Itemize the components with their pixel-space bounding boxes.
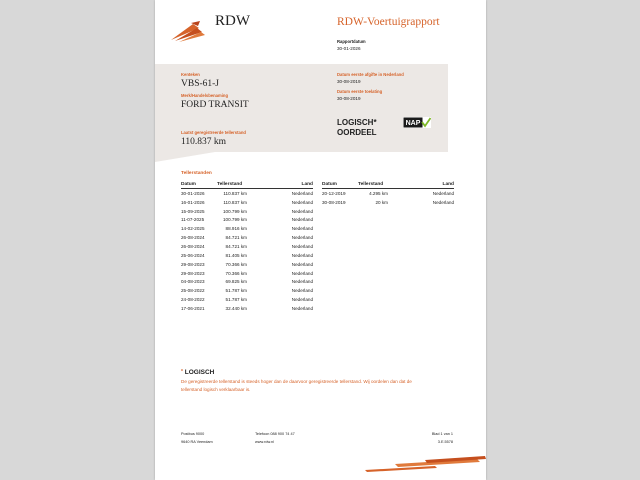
table-row <box>181 251 313 260</box>
panel-tip <box>155 152 215 162</box>
cell-datum: 14-02-2025 <box>181 226 205 232</box>
footer-stripes-icon <box>365 456 486 472</box>
cell-tellerstand: 100.799 km <box>222 208 247 214</box>
first-admission-label: Datum eerste toelating <box>337 89 383 94</box>
cell-datum: 11-07-2025 <box>181 217 205 223</box>
footer-contact <box>255 430 295 446</box>
cell-datum: 30-01-2026 <box>181 190 205 196</box>
footer-page <box>409 430 453 446</box>
report-date-label: Rapportdatum <box>337 39 366 44</box>
cell-tellerstand: 110.837 km <box>223 199 247 205</box>
verdict-explanation <box>181 369 441 394</box>
cell-land: Nederland <box>291 279 313 285</box>
table-row <box>181 216 313 225</box>
cell-tellerstand: 84.721 km <box>225 243 247 249</box>
explanation-heading: * LOGISCH <box>181 369 215 376</box>
col-datum: Datum <box>322 182 337 187</box>
footer-phone: Telefoon 088 900 74 47 <box>255 432 295 436</box>
stand-value: 110.837 km <box>181 137 227 147</box>
odometer-title: Tellerstanden <box>181 171 212 176</box>
cell-land: Nederland <box>291 270 313 276</box>
verdict-line2: OORDEEL <box>337 128 377 137</box>
merk-value: FORD TRANSIT <box>181 100 249 110</box>
cell-tellerstand: 32.440 km <box>225 305 247 311</box>
table-row <box>322 198 454 207</box>
cell-land: Nederland <box>291 199 313 205</box>
cell-tellerstand: 4.295 km <box>369 190 388 196</box>
footer-postbus: Postbus 9000 <box>181 432 205 436</box>
explanation-text: De geregistreerde tellerstand is steeds hoger dan de daarvoor geregistreerde tellerstand. Wij oordelen dan dat de tellerstand logisch verklaarbaar is. <box>181 379 412 392</box>
verdict-block <box>337 118 377 138</box>
cell-land: Nederland <box>291 217 313 223</box>
cell-land: Nederland <box>291 243 313 249</box>
cell-land: Nederland <box>291 190 313 196</box>
table-row <box>181 286 313 295</box>
cell-datum: 16-01-2026 <box>181 199 205 205</box>
cell-land: Nederland <box>432 199 454 205</box>
odometer-section <box>181 171 454 311</box>
cell-datum: 26-08-2024 <box>181 243 205 249</box>
registration-dates-block <box>337 72 404 101</box>
footer-city: 9640 RA Veendam <box>181 440 213 444</box>
report-date-block <box>337 38 366 52</box>
stand-label: Laatst geregistreerde tellerstand <box>181 130 246 135</box>
cell-tellerstand: 70.366 km <box>225 261 247 267</box>
cell-land: Nederland <box>291 235 313 241</box>
merk-label: Merk/Handelsbenaming <box>181 93 229 98</box>
cell-datum: 29-08-2023 <box>181 270 205 276</box>
cell-land: Nederland <box>291 252 313 258</box>
brand-name: RDW <box>215 13 250 29</box>
col-land: Land <box>301 182 313 187</box>
table-row <box>181 224 313 233</box>
col-land: Land <box>442 182 454 187</box>
cell-land: Nederland <box>432 190 454 196</box>
vehicle-summary-panel <box>155 64 448 152</box>
document-title: RDW-Voertuigrapport <box>337 16 440 28</box>
cell-land: Nederland <box>291 288 313 294</box>
first-nl-value: 30-08-2019 <box>337 79 361 84</box>
cell-datum: 17-06-2021 <box>181 305 205 311</box>
footer-web: www.rdw.nl <box>255 440 274 444</box>
cell-tellerstand: 81.405 km <box>225 252 247 258</box>
table-row <box>322 189 454 198</box>
cell-land: Nederland <box>291 297 313 303</box>
cell-tellerstand: 70.366 km <box>225 270 247 276</box>
table-row <box>181 260 313 269</box>
table-row <box>181 189 313 198</box>
table-row <box>181 207 313 216</box>
cell-datum: 20-12-2019 <box>322 190 346 196</box>
cell-datum: 04-08-2023 <box>181 279 205 285</box>
table-row <box>181 295 313 304</box>
table-row <box>181 198 313 207</box>
cell-tellerstand: 100.799 km <box>222 217 247 223</box>
cell-tellerstand: 69.825 km <box>225 279 247 285</box>
cell-tellerstand: 51.787 km <box>225 288 247 294</box>
cell-datum: 15-09-2025 <box>181 208 205 214</box>
col-datum: Datum <box>181 182 196 187</box>
nap-logo-text: NAP <box>405 120 421 128</box>
cell-tellerstand: 88.916 km <box>225 226 247 232</box>
table-row <box>181 242 313 251</box>
table-row <box>181 277 313 286</box>
report-date-value: 30-01-2026 <box>337 46 361 51</box>
cell-land: Nederland <box>291 305 313 311</box>
cell-datum: 25-06-2024 <box>181 252 205 258</box>
cell-tellerstand: 110.837 km <box>223 190 247 196</box>
verdict-line1: LOGISCH* <box>337 118 377 127</box>
first-nl-label: Datum eerste afgifte in Nederland <box>337 72 404 77</box>
cell-tellerstand: 84.721 km <box>225 235 247 241</box>
table-row <box>181 233 313 242</box>
odometer-table-right <box>322 180 454 207</box>
cell-land: Nederland <box>291 208 313 214</box>
kenteken-label: Kenteken <box>181 72 200 77</box>
report-page <box>155 0 486 480</box>
kenteken-value: VBS-61-J <box>181 79 220 89</box>
table-row <box>181 304 313 313</box>
footer-address <box>181 430 213 446</box>
footer-page-number: Blad 1 van 1 <box>431 432 453 436</box>
rdw-logo-icon <box>169 20 209 44</box>
cell-datum: 25-08-2022 <box>181 288 205 294</box>
table-header <box>322 180 454 189</box>
footer-code: 3.E.5578 <box>437 440 453 444</box>
cell-datum: 30-08-2019 <box>322 199 346 205</box>
col-tellerstand: Tellerstand <box>358 182 384 187</box>
cell-datum: 26-08-2024 <box>181 235 205 241</box>
odometer-table-left <box>181 180 313 313</box>
cell-land: Nederland <box>291 261 313 267</box>
table-header <box>181 180 313 189</box>
cell-land: Nederland <box>291 226 313 232</box>
cell-datum: 29-08-2023 <box>181 261 205 267</box>
cell-datum: 24-08-2022 <box>181 297 205 303</box>
vehicle-id-block <box>181 72 249 151</box>
first-admission-value: 30-08-2019 <box>337 96 361 101</box>
nap-logo-icon <box>403 117 431 128</box>
table-row <box>181 269 313 278</box>
col-tellerstand: Tellerstand <box>217 182 243 187</box>
cell-tellerstand: 51.787 km <box>225 297 247 303</box>
cell-tellerstand: 20 km <box>375 199 388 205</box>
